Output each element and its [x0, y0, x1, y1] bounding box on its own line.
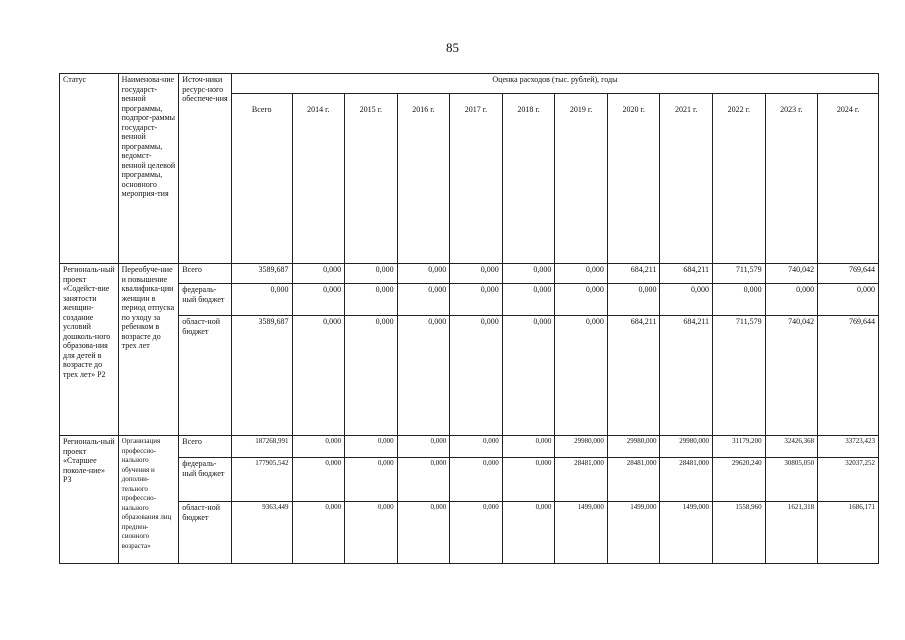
table-row [60, 502, 879, 564]
value-cell: 0,000 [345, 316, 398, 436]
value-cell: 177905,542 [231, 458, 292, 502]
year-header: 2024 г. [818, 94, 879, 264]
value-cell: 769,644 [818, 316, 879, 436]
header-row-top [60, 74, 879, 94]
value-cell: 0,000 [292, 458, 345, 502]
funding-source: област-ной бюджет [179, 316, 232, 436]
value-cell: 0,000 [397, 502, 450, 564]
value-cell: 0,000 [345, 502, 398, 564]
value-cell: 711,579 [713, 316, 766, 436]
value-cell: 0,000 [450, 502, 503, 564]
project-status: Региональ-ный проект «Содейст-вие занятости женщин-создание условий дошколь-ного образова-ния для детей в возрасте до трех лет» P2 [60, 264, 119, 436]
value-cell: 29980,000 [555, 436, 608, 458]
value-cell: 3589,687 [231, 316, 292, 436]
value-cell: 0,000 [555, 284, 608, 316]
value-cell: 0,000 [292, 502, 345, 564]
value-cell: 0,000 [397, 458, 450, 502]
header-estimate: Оценка расходов (тыс. рублей), годы [231, 74, 878, 94]
value-cell: 684,211 [660, 264, 713, 284]
project-status: Региональ-ный проект «Старшее поколе-ние» P3 [60, 436, 119, 564]
value-cell: 0,000 [292, 436, 345, 458]
value-cell: 0,000 [231, 284, 292, 316]
value-cell: 0,000 [345, 264, 398, 284]
year-header: 2015 г. [345, 94, 398, 264]
value-cell: 0,000 [345, 436, 398, 458]
value-cell: 0,000 [818, 284, 879, 316]
year-header: 2014 г. [292, 94, 345, 264]
value-cell: 0,000 [450, 284, 503, 316]
value-cell: 1499,000 [555, 502, 608, 564]
value-cell: 28481,000 [607, 458, 660, 502]
value-cell: 28481,000 [660, 458, 713, 502]
value-cell: 0,000 [292, 264, 345, 284]
value-cell: 29980,000 [607, 436, 660, 458]
value-cell: 0,000 [502, 502, 555, 564]
table-row [60, 458, 879, 502]
header-name: Наименова-ние государст-венной программы, подпрог-раммы государст-венной программы, ведомст-венной целевой программы, основного мероприя-тия [118, 74, 179, 264]
value-cell: 29980,000 [660, 436, 713, 458]
value-cell: 0,000 [713, 284, 766, 316]
funding-source: федераль-ный бюджет [179, 458, 232, 502]
value-cell: 0,000 [292, 284, 345, 316]
funding-source: Всего [179, 436, 232, 458]
table-row [60, 264, 879, 284]
value-cell: 0,000 [345, 284, 398, 316]
value-cell: 769,644 [818, 264, 879, 284]
value-cell: 684,211 [660, 316, 713, 436]
value-cell: 684,211 [607, 316, 660, 436]
value-cell: 0,000 [397, 316, 450, 436]
value-cell: 0,000 [292, 316, 345, 436]
value-cell: 32426,368 [765, 436, 818, 458]
value-cell: 31179,200 [713, 436, 766, 458]
funding-source: област-ной бюджет [179, 502, 232, 564]
value-cell: 0,000 [502, 284, 555, 316]
value-cell: 1686,171 [818, 502, 879, 564]
value-cell: 29620,240 [713, 458, 766, 502]
year-header: 2019 г. [555, 94, 608, 264]
value-cell: 1558,960 [713, 502, 766, 564]
value-cell: 32037,252 [818, 458, 879, 502]
table-row [60, 436, 879, 458]
value-cell: 0,000 [450, 264, 503, 284]
value-cell: 740,042 [765, 316, 818, 436]
value-cell: 0,000 [450, 436, 503, 458]
table-row [60, 284, 879, 316]
value-cell: 0,000 [397, 264, 450, 284]
value-cell: 0,000 [555, 264, 608, 284]
value-cell: 30805,050 [765, 458, 818, 502]
value-cell: 0,000 [502, 436, 555, 458]
page-number: 85 [446, 40, 459, 55]
value-cell: 0,000 [397, 436, 450, 458]
value-cell: 0,000 [502, 316, 555, 436]
year-header: 2016 г. [397, 94, 450, 264]
value-cell: 0,000 [345, 458, 398, 502]
funding-source: Всего [179, 264, 232, 284]
value-cell: 0,000 [555, 316, 608, 436]
value-cell: 1499,000 [660, 502, 713, 564]
year-header: 2018 г. [502, 94, 555, 264]
value-cell: 187268,991 [231, 436, 292, 458]
table-row [60, 316, 879, 436]
value-cell: 1499,000 [607, 502, 660, 564]
year-header: Всего [231, 94, 292, 264]
value-cell: 0,000 [450, 316, 503, 436]
header-status: Статус [60, 74, 119, 264]
value-cell: 0,000 [607, 284, 660, 316]
value-cell: 0,000 [502, 458, 555, 502]
value-cell: 684,211 [607, 264, 660, 284]
project-name: Организация профессио-нального обучения и дополни-тельного профессио-нального образования лиц предпен-сионного возраста» [118, 436, 179, 564]
funding-source: федераль-ный бюджет [179, 284, 232, 316]
year-header: 2021 г. [660, 94, 713, 264]
value-cell: 9363,449 [231, 502, 292, 564]
value-cell: 0,000 [765, 284, 818, 316]
value-cell: 0,000 [660, 284, 713, 316]
value-cell: 3589,687 [231, 264, 292, 284]
value-cell: 0,000 [450, 458, 503, 502]
year-header: 2023 г. [765, 94, 818, 264]
value-cell: 33723,423 [818, 436, 879, 458]
value-cell: 0,000 [502, 264, 555, 284]
value-cell: 711,579 [713, 264, 766, 284]
year-header: 2020 г. [607, 94, 660, 264]
year-header: 2017 г. [450, 94, 503, 264]
value-cell: 28481,000 [555, 458, 608, 502]
header-source: Источ-ники ресурс-ного обеспече-ния [179, 74, 232, 264]
year-header: 2022 г. [713, 94, 766, 264]
expenditure-table [59, 73, 879, 564]
value-cell: 740,042 [765, 264, 818, 284]
project-name: Переобуче-ние и повышение квалифика-ции женщин в период отпуска по уходу за ребенком в возрасте до трех лет [118, 264, 179, 436]
value-cell: 0,000 [397, 284, 450, 316]
value-cell: 1621,318 [765, 502, 818, 564]
